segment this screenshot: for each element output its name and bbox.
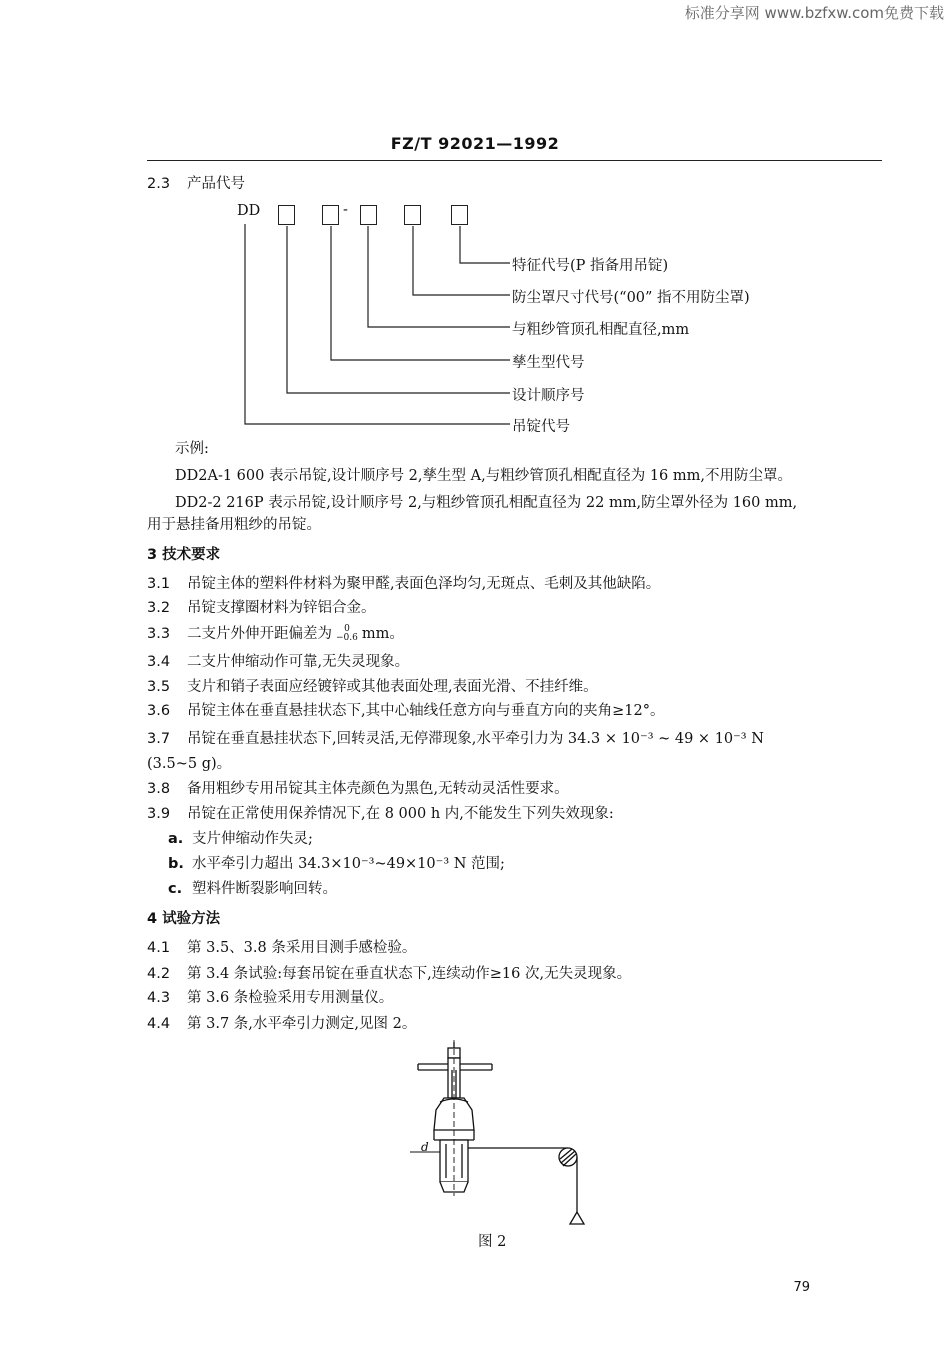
- figure-caption: 图 2: [478, 1234, 507, 1250]
- code-label-feature: 特征代号(P 指备用吊锭): [512, 258, 669, 274]
- clause-3-3: 3.3 二支片外伸开距偏差为 0 −0.6 mm。: [147, 624, 404, 643]
- code-dash: -: [343, 202, 348, 218]
- clause-4-4: 4.4 第 3.7 条,水平牵引力测定,见图 2。: [147, 1016, 417, 1032]
- code-label-spindle: 吊锭代号: [512, 419, 570, 435]
- clause-3-7-line2: (3.5~5 g)。: [147, 756, 232, 772]
- clause-3-7-line1: 3.7 吊锭在垂直悬挂状态下,回转灵活,无停滞现象,水平牵引力为 34.3 × 10⁻³ ~ 49 × 10⁻³ N: [147, 731, 764, 747]
- sub-item-b: b. 水平牵引力超出 34.3×10⁻³~49×10⁻³ N 范围;: [168, 856, 505, 872]
- example-label: 示例:: [175, 441, 209, 457]
- watermark: 标准分享网 www.bzfxw.com免费下载: [684, 4, 944, 22]
- sub-item-c: c. 塑料件断裂影响回转。: [168, 881, 337, 897]
- clause-4-3: 4.3 第 3.6 条检验采用专用测量仪。: [147, 990, 394, 1006]
- example-1: DD2A-1 600 表示吊锭,设计顺序号 2,孳生型 A,与粗纱管顶孔相配直径为 16 mm,不用防尘罩。: [175, 468, 792, 484]
- sub-item-a: a. 支片伸缩动作失灵;: [168, 831, 313, 847]
- clause-3-8: 3.8 备用粗纱专用吊锭其主体壳颜色为黑色,无转动灵活性要求。: [147, 781, 569, 797]
- section-4-heading: 4 试验方法: [147, 911, 221, 927]
- page-number: 79: [793, 1280, 810, 1295]
- example-2-line1: DD2-2 216P 表示吊锭,设计顺序号 2,与粗纱管顶孔相配直径为 22 mm,防尘罩外径为 160 mm,: [175, 495, 798, 511]
- clause-3-6: 3.6 吊锭主体在垂直悬挂状态下,其中心轴线任意方向与垂直方向的夹角≥12°。: [147, 703, 665, 719]
- page-header: FZ/T 92021—1992: [390, 134, 560, 153]
- section-3-heading: 3 技术要求: [147, 547, 221, 563]
- clause-4-1: 4.1 第 3.5、3.8 条采用目测手感检验。: [147, 940, 417, 956]
- tolerance: 0 −0.6: [336, 624, 358, 643]
- clause-3-9: 3.9 吊锭在正常使用保养情况下,在 8 000 h 内,不能发生下列失效现象:: [147, 806, 614, 822]
- clause-3-5: 3.5 支片和销子表面应经镀锌或其他表面处理,表面光滑、不挂纤维。: [147, 679, 598, 695]
- code-prefix: DD: [237, 203, 261, 219]
- clause-3-4: 3.4 二支片伸缩动作可靠,无失灵现象。: [147, 654, 410, 670]
- example-2-line2: 用于悬挂备用粗纱的吊锭。: [147, 517, 321, 533]
- section-2-3-heading: 2.3 产品代号: [147, 176, 245, 192]
- figure-d-label: d: [421, 1140, 429, 1154]
- code-label-diameter: 与粗纱管顶孔相配直径,mm: [512, 322, 690, 338]
- figure-2-drawing: [400, 1040, 600, 1230]
- code-label-dust-cover: 防尘罩尺寸代号(“00” 指不用防尘罩): [512, 290, 750, 306]
- clause-4-2: 4.2 第 3.4 条试验:每套吊锭在垂直状态下,连续动作≥16 次,无失灵现象。: [147, 966, 632, 982]
- code-label-model: 孳生型代号: [512, 355, 585, 371]
- clause-3-2: 3.2 吊锭支撑圈材料为锌铝合金。: [147, 600, 376, 616]
- code-label-design: 设计顺序号: [512, 388, 585, 404]
- clause-3-1: 3.1 吊锭主体的塑料件材料为聚甲醛,表面色泽均匀,无斑点、毛刺及其他缺陷。: [147, 576, 661, 592]
- code-leader-lines: [0, 0, 950, 440]
